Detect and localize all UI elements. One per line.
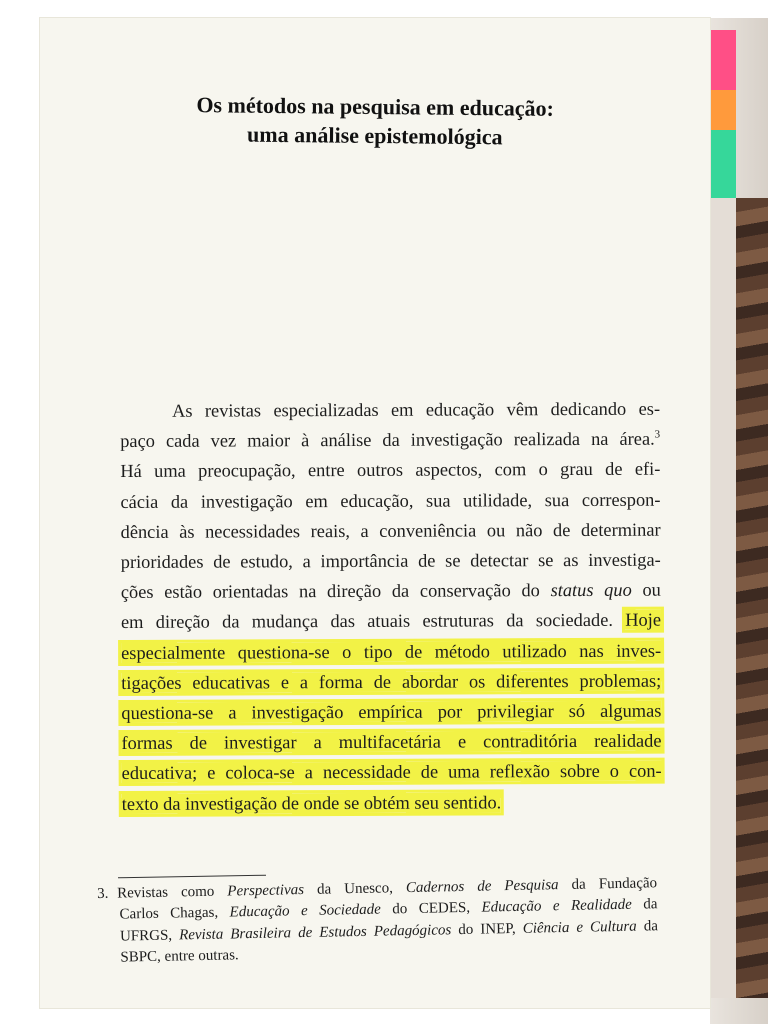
text-line: prioridades de estudo, a importância de se detectar se as investiga- bbox=[120, 549, 661, 573]
footnote-line: 3. Revistas como Perspectivas da Unesco, Cadernos de Pesquisa da Fundação bbox=[97, 873, 657, 905]
page-stack-edge bbox=[710, 198, 736, 998]
footnote bbox=[97, 873, 659, 969]
text-line: ções estão orientadas na direção da conservação do status quo ou bbox=[120, 579, 661, 603]
body-paragraph bbox=[120, 394, 662, 819]
text-line-highlighted: questiona-se a investigação empírica por privilegiar só algumas bbox=[121, 700, 662, 724]
text-line: em direção da mudança das atuais estruturas da sociedade. Hoje bbox=[120, 610, 662, 633]
sticky-tab-orange bbox=[710, 90, 736, 130]
footnote-separator bbox=[118, 875, 266, 879]
footnote-line: SBPC, entre outras. bbox=[120, 947, 239, 966]
text-line-highlighted: educativa; e coloca-se a necessidade de uma reflexão sobre o con- bbox=[121, 761, 662, 784]
chapter-title bbox=[40, 88, 711, 153]
chapter-title-line-1: Os métodos na pesquisa em educação: bbox=[196, 92, 555, 121]
text-line: dência às necessidades reais, a conveniência ou não de determinar bbox=[120, 519, 661, 542]
text-line-highlighted: tigações educativas e a forma de abordar os diferentes problemas; bbox=[121, 670, 662, 693]
sticky-tab-pink bbox=[710, 30, 736, 90]
italic-term: status quo bbox=[550, 579, 632, 601]
text-line-highlighted: formas de investigar a multifacetária e contraditória realidade bbox=[121, 730, 662, 754]
footnote-reference: 3 bbox=[654, 428, 661, 441]
book-edge bbox=[710, 18, 768, 1024]
chapter-title-line-2: uma análise epistemológica bbox=[247, 121, 503, 150]
text-line: paço cada vez maior à análise da investigação realizada na área.$^3$ bbox=[120, 428, 661, 452]
text-line-highlighted: texto da investigação de onde se obtém seu sentido. bbox=[121, 791, 502, 814]
text-line: As revistas especializadas em educação vêm dedicando es- bbox=[172, 398, 661, 421]
highlighted-text: Hoje bbox=[625, 610, 662, 631]
footnote-line: UFRGS, Revista Brasileira de Estudos Pedagógicos do INEP, Ciência e Cultura da bbox=[119, 918, 659, 945]
footnote-number: 3. bbox=[97, 885, 109, 902]
text-line: Há uma preocupação, entre outros aspectos, com o grau de efi- bbox=[120, 459, 661, 482]
footnote-line: Carlos Chagas, Educação e Sociedade do CEDES, Educação e Realidade da bbox=[119, 896, 658, 923]
text-line-highlighted: especialmente questiona-se o tipo de método utilizado nas inves- bbox=[121, 640, 662, 663]
text-line: cácia da investigação em educação, sua utilidade, sua correspon- bbox=[120, 489, 661, 512]
book-page bbox=[40, 18, 710, 1008]
book-spine bbox=[736, 198, 768, 998]
